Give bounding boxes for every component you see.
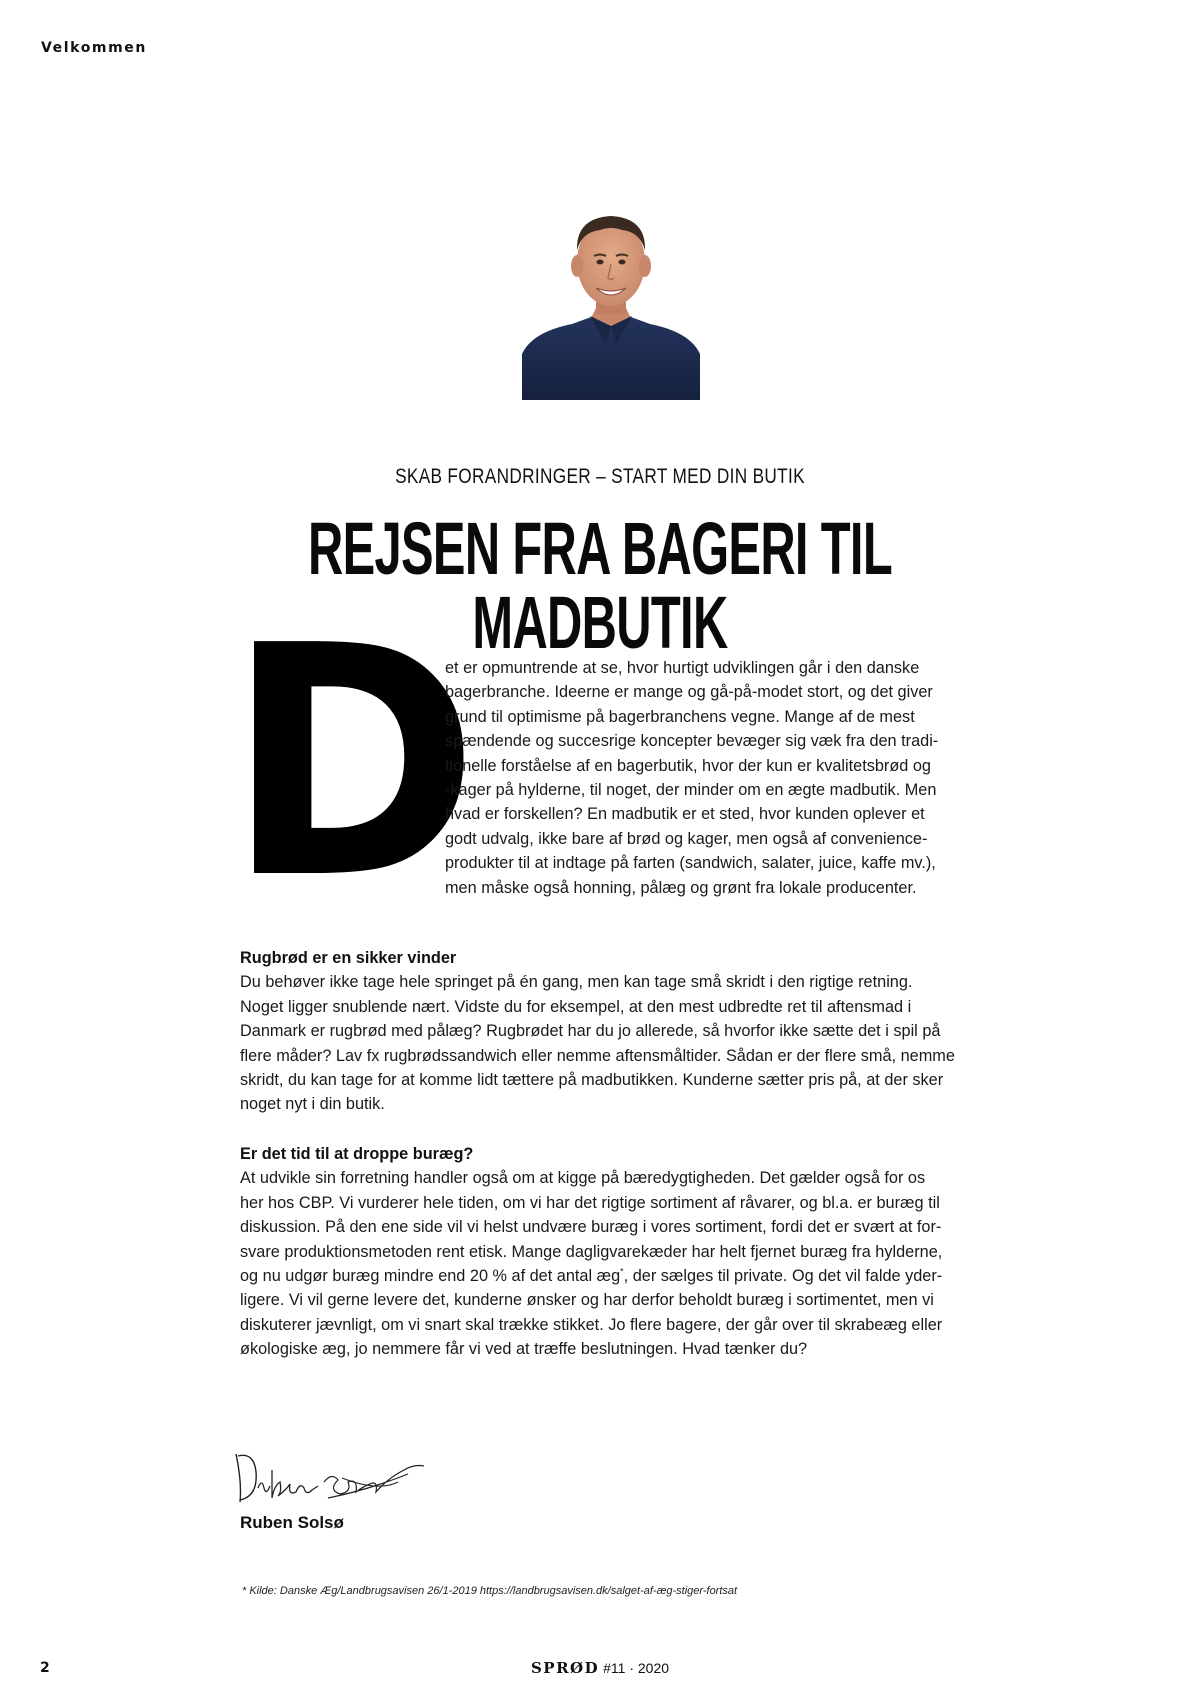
intro-line: godt udvalg, ikke bare af brød og kager, men også af convenience- [445, 829, 928, 848]
body-line: Du behøver ikke tage hele springet på én gang, men kan tage små skridt i den rigtige retning. [240, 973, 913, 992]
signature-drawing [228, 1442, 434, 1518]
body-line: Danmark er rugbrød med pålæg? Rugbrødet har du jo allerede, så hvorfor ikke sætte det i spil på [240, 1022, 941, 1041]
body-line: At udvikle sin forretning handler også om at kigge på bæredygtigheden. Det gælder også for os [240, 1169, 926, 1188]
article-headline: REJSEN FRA BAGERI TIL MADBUTIK [307, 507, 893, 664]
body-line: ligere. Vi vil gerne levere det, kunderne ønsker og har derfor beholdt buræg i sortimentet, men vi [240, 1291, 934, 1310]
intro-line: bagerbranche. Ideerne er mange og gå-på-modet stort, og det giver [445, 683, 933, 702]
body-line: diskussion. På den ene side vil vi helst undvære buræg i vores sortiment, fordi det er svært at for- [240, 1218, 942, 1237]
drop-cap: D [226, 578, 480, 948]
body-line: Noget ligger snublende nært. Vidste du for eksempel, at den mest udbredte ret til aftensmad i [240, 997, 912, 1016]
section-label: Velkommen [41, 40, 147, 56]
portrait-illustration [522, 204, 700, 400]
body-line: skridt, du kan tage for at komme lidt tættere på madbutikken. Kunderne sætter pris på, at der sker [240, 1071, 944, 1090]
handwritten-signature [228, 1442, 434, 1518]
page-number: 2 [40, 1660, 50, 1676]
intro-line: produkter til at indtage på farten (sandwich, salater, juice, kaffe mv.), [445, 854, 936, 873]
body-line: diskuterer jævnligt, om vi snart skal trække stikket. Jo flere bagere, der går over til skrabeæg eller [240, 1315, 943, 1334]
intro-line: -kager på hylderne, til noget, der minder om en ægte madbutik. Men [445, 781, 937, 800]
intro-paragraph [445, 656, 980, 900]
body-line: noget nyt i din butik. [240, 1095, 385, 1114]
body-line: her hos CBP. Vi vurderer hele tiden, om vi har det rigtige sortiment af råvarer, og bl.a. er buræg til [240, 1193, 940, 1212]
intro-line: men måske også honning, pålæg og grønt fra lokale producenter. [445, 878, 917, 897]
footnote-mark: * [620, 1266, 624, 1277]
body-line: svare produktionsmetoden rent etisk. Mange dagligvarekæder har helt fjernet buræg fra hylderne, [240, 1242, 943, 1261]
magazine-brand: SPRØD [530, 1659, 600, 1677]
signer-name: Ruben Solsø [240, 1513, 344, 1532]
body-line: økologiske æg, jo nemmere får vi ved at træffe beslutningen. Hvad tænker du? [240, 1340, 808, 1359]
section-buraeg [240, 1142, 982, 1362]
section-heading: Rugbrød er en sikker vinder [240, 949, 457, 967]
intro-line: hvad er forskellen? En madbutik er et sted, hvor kunden oplever et [445, 805, 925, 824]
footer-masthead [0, 1659, 1200, 1677]
body-text: og nu udgør buræg mindre end 20 % af det antal æg [240, 1267, 621, 1286]
issue-number: #11 · 2020 [603, 1660, 670, 1676]
intro-line: spændende og succesrige koncepter bevæger sig væk fra den tradi- [445, 732, 939, 751]
body-text: , der sælges til private. Og det vil falde yder- [623, 1267, 943, 1286]
intro-line: et er opmuntrende at se, hvor hurtigt udviklingen går i den danske [445, 659, 920, 677]
body-line: flere måder? Lav fx rugbrødssandwich eller nemme aftensmåltider. Sådan er der flere små, nemme [240, 1046, 955, 1065]
portrait-photo [522, 204, 700, 400]
body-line-with-footnote [240, 1264, 982, 1288]
section-heading: Er det tid til at droppe buræg? [240, 1145, 474, 1163]
section-rugbroed [240, 946, 982, 1117]
article-kicker: SKAB FORANDRINGER – START MED DIN BUTIK [395, 465, 805, 488]
footnote: * Kilde: Danske Æg/Landbrugsavisen 26/1-2019 https://landbrugsavisen.dk/salget-af-æg-stiger-fortsat [242, 1585, 738, 1597]
intro-line: grund til optimisme på bagerbranchens vegne. Mange af de mest [445, 707, 915, 726]
intro-line: tionelle forståelse af en bagerbutik, hvor der kun er kvalitetsbrød og [445, 756, 931, 775]
